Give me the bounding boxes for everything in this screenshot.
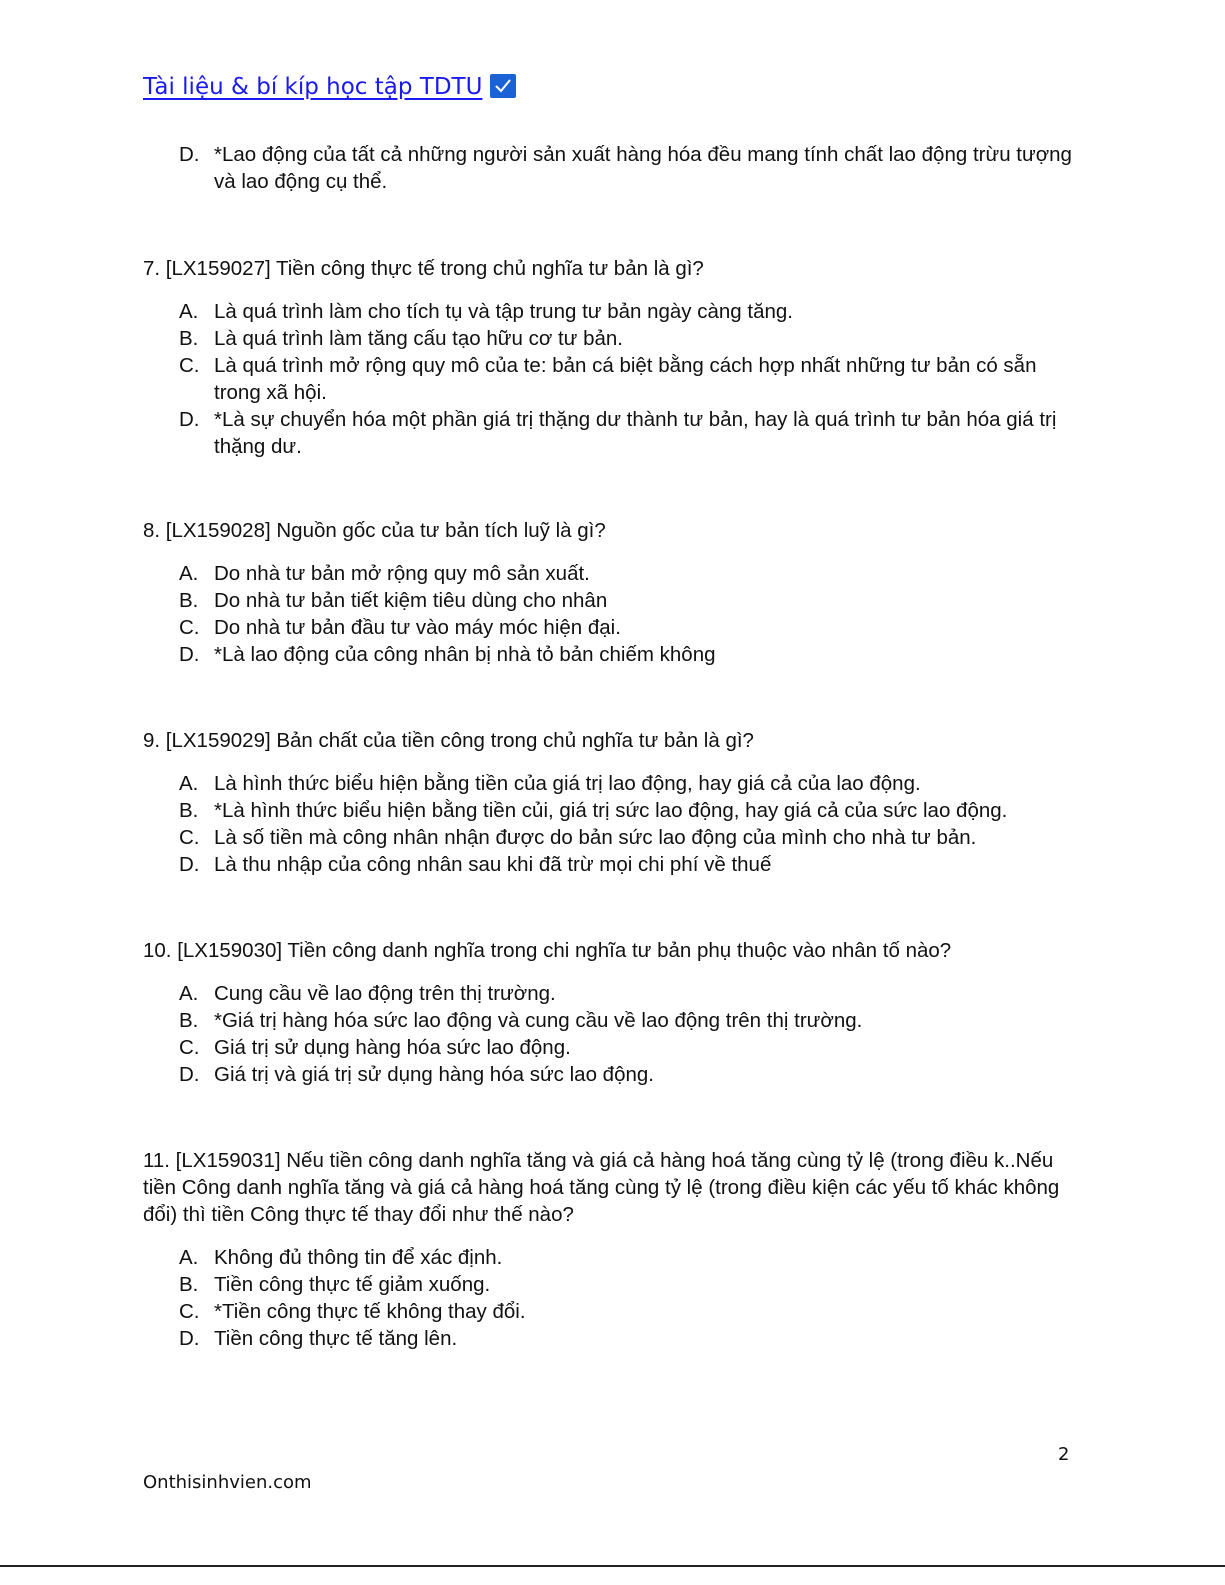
option-d [143,406,1083,460]
option-letter: C. [179,354,200,377]
question-title: 9. [LX159029] Bản chất của tiền công trong chủ nghĩa tư bản là gì? [143,729,754,752]
option-text: Tiền công thực tế giảm xuống. [214,1273,491,1296]
option-letter: B. [179,589,199,612]
option-text: Là thu nhập của công nhân sau khi đã trừ mọi chi phí về thuế [214,853,772,876]
option-letter: B. [179,1273,199,1296]
option-letter: A. [179,1246,199,1269]
option-c [143,1034,1083,1061]
option-text: Là quá trình làm cho tích tụ và tập trung tư bản ngày càng tăng. [214,300,793,323]
option-text: Giá trị sử dụng hàng hóa sức lao động. [214,1036,571,1059]
question-title: 8. [LX159028] Nguồn gốc của tư bản tích luỹ là gì? [143,519,606,542]
question-9 [143,727,1083,878]
option-text: Tiền công thực tế tăng lên. [214,1327,458,1350]
header-title: Tài liệu & bí kíp học tập TDTU [143,74,483,100]
option-text: *Là sự chuyển hóa một phần giá trị thặng dư thành tư bản, hay là quá trình tư bản hóa giá trị thặng dư. [214,408,1057,458]
option-a [143,980,1083,1007]
option-text: Là hình thức biểu hiện bằng tiền của giá trị lao động, hay giá cả của lao động. [214,772,921,795]
question-title: 10. [LX159030] Tiền công danh nghĩa trong chi nghĩa tư bản phụ thuộc vào nhân tố nào? [143,939,952,962]
page-number: 2 [1058,1444,1070,1465]
question-11 [143,1147,1083,1352]
option-letter: D. [179,643,200,666]
option-d [143,1061,1083,1088]
option-text: Không đủ thông tin để xác định. [214,1246,503,1269]
option-d [143,141,1083,195]
option-c [143,614,1083,641]
option-letter: B. [179,1009,199,1032]
question-8 [143,517,1083,668]
option-text: Do nhà tư bản tiết kiệm tiêu dùng cho nhân [214,589,608,612]
footer-site: Onthisinhvien.com [143,1472,312,1493]
option-letter: A. [179,562,199,585]
question-title: 11. [LX159031] Nếu tiền công danh nghĩa tăng và giá cả hàng hoá tăng cùng tỷ lệ (trong điều k..Nếu tiền Công danh nghĩa tăng và giá cả hàng hoá tăng cùng tỷ lệ (trong điều kiện các yếu tố khác không đổi) thì tiền Công thực tế thay đổi như thế nào? [143,1149,1060,1226]
option-text: Do nhà tư bản đầu tư vào máy móc hiện đại. [214,616,621,639]
option-a [143,298,1083,325]
option-letter: C. [179,1036,200,1059]
option-a [143,770,1083,797]
option-letter: D. [179,853,200,876]
option-text: *Giá trị hàng hóa sức lao động và cung cầu về lao động trên thị trường. [214,1009,863,1032]
option-text: *Là lao động của công nhân bị nhà tỏ bản chiếm không [214,643,716,666]
option-letter: D. [179,1327,200,1350]
option-b [143,1007,1083,1034]
option-letter: A. [179,982,199,1005]
option-text: Là quá trình mở rộng quy mô của te: bản cá biệt bằng cách hợp nhất những tư bản có sẵn trong xã hội. [214,354,1037,404]
option-a [143,560,1083,587]
option-a [143,1244,1083,1271]
option-text: *Là hình thức biểu hiện bằng tiền củi, giá trị sức lao động, hay giá cả của sức lao động. [214,799,1008,822]
question-10 [143,937,1083,1088]
option-d [143,851,1083,878]
option-b [143,797,1083,824]
option-b [143,587,1083,614]
option-d [143,641,1083,668]
prev-question-tail [143,141,1083,195]
option-b [143,1271,1083,1298]
option-text: Giá trị và giá trị sử dụng hàng hóa sức lao động. [214,1063,654,1086]
option-text: Là số tiền mà công nhân nhận được do bản sức lao động của mình cho nhà tư bản. [214,826,977,849]
header-link[interactable] [143,74,516,100]
option-letter: C. [179,616,200,639]
bottom-divider [0,1565,1225,1567]
option-letter: D. [179,408,200,431]
option-letter: B. [179,799,199,822]
question-7 [143,255,1083,460]
option-letter: A. [179,772,199,795]
option-b [143,325,1083,352]
option-letter: D. [179,1063,200,1086]
option-text: *Lao động của tất cả những người sản xuất hàng hóa đều mang tính chất lao động trừu tượng và lao động cụ thể. [214,143,1072,193]
option-c [143,824,1083,851]
option-text: Là quá trình làm tăng cấu tạo hữu cơ tư bản. [214,327,623,350]
option-letter: B. [179,327,199,350]
option-text: Cung cầu về lao động trên thị trường. [214,982,556,1005]
option-letter: C. [179,826,200,849]
option-letter: D. [179,143,200,166]
option-letter: C. [179,1300,200,1323]
checkbox-checked-icon [490,74,516,98]
question-title: 7. [LX159027] Tiền công thực tế trong chủ nghĩa tư bản là gì? [143,257,704,280]
option-letter: A. [179,300,199,323]
option-text: *Tiền công thực tế không thay đổi. [214,1300,526,1323]
option-text: Do nhà tư bản mở rộng quy mô sản xuất. [214,562,590,585]
option-c [143,1298,1083,1325]
option-d [143,1325,1083,1352]
option-c [143,352,1083,406]
